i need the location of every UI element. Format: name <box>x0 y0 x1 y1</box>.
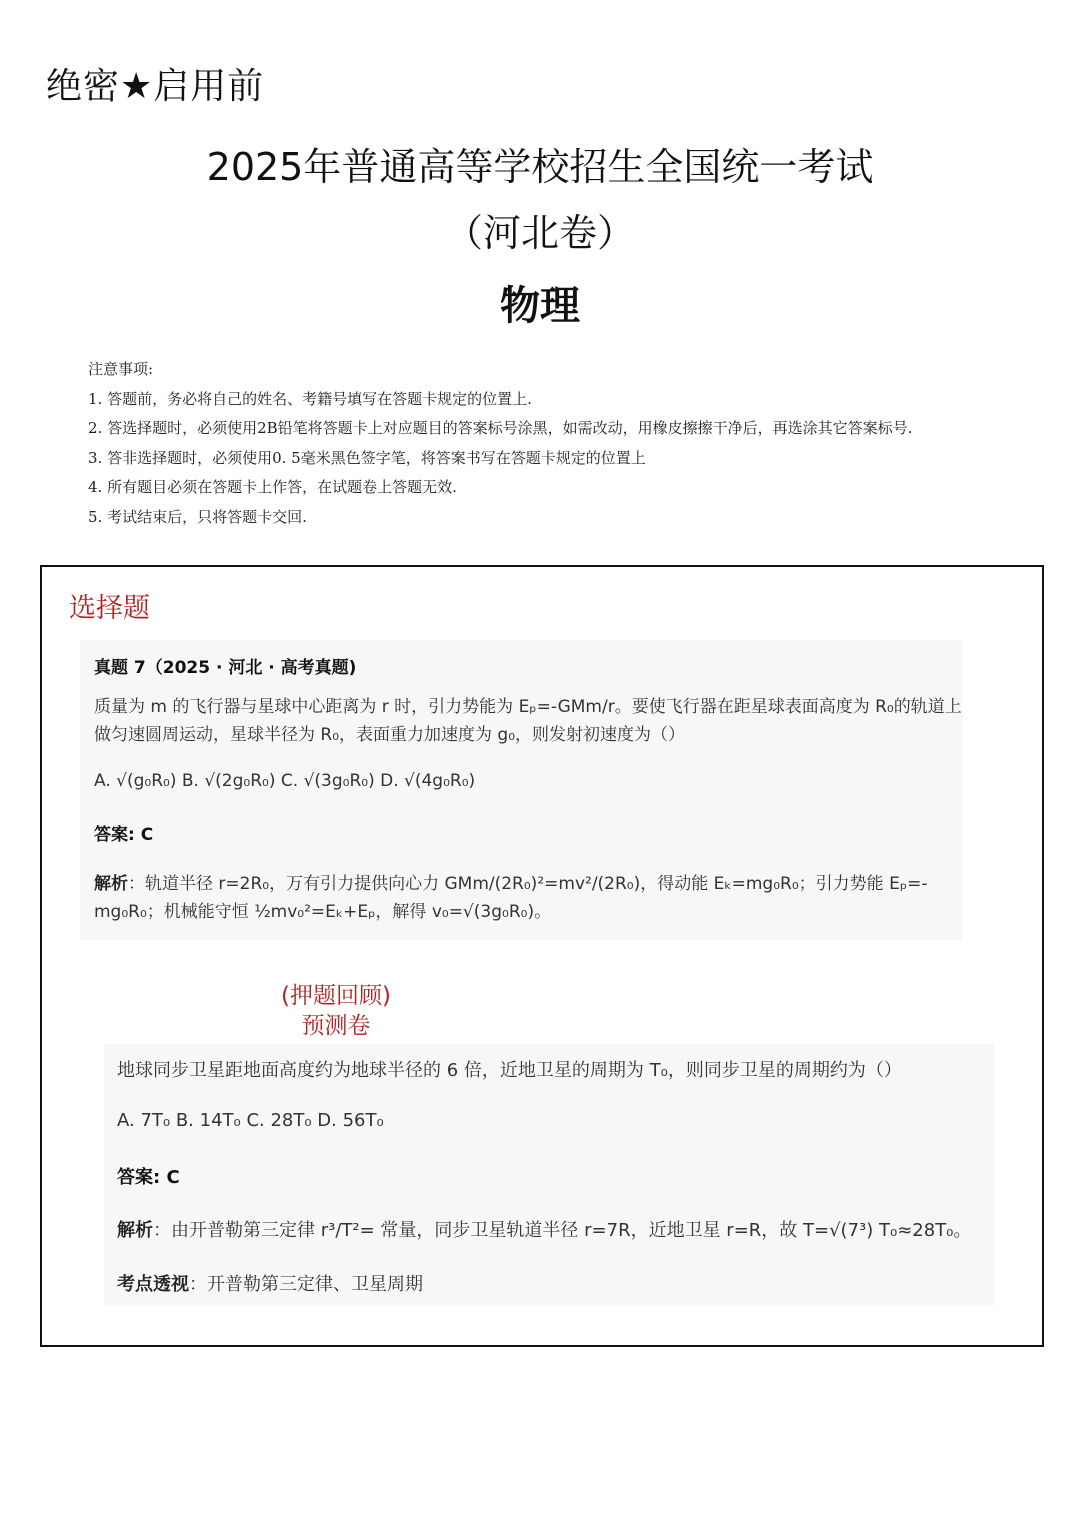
notice-item: 5. 考试结束后，只将答题卡交回. <box>88 507 307 526</box>
secret-mark: 绝密★启用前 <box>46 66 265 107</box>
prediction-sublabel: 预测卷 <box>301 1013 371 1039</box>
answer-value: C <box>166 1167 180 1188</box>
real-question-answer <box>94 820 153 845</box>
paper-name: （河北卷） <box>444 211 635 255</box>
answer-value: C <box>140 825 154 845</box>
explanation-text: ：由开普勒第三定律 r³/T²= 常量，同步卫星轨道半径 r=7R，近地卫星 r=R，故 T=√(7³) T₀≈28T₀。 <box>153 1220 972 1241</box>
section-title: 选择题 <box>69 593 150 624</box>
real-question-explanation <box>94 870 934 926</box>
answer-label: 答案: <box>94 825 135 845</box>
keypoint-text: ：开普勒第三定律、卫星周期 <box>189 1274 423 1295</box>
prediction-answer <box>117 1163 180 1189</box>
explanation-label: 解析 <box>117 1220 153 1241</box>
prediction-explanation <box>117 1216 971 1242</box>
real-question-heading: 真题 7（2025 · 河北 · 高考真题) <box>94 658 357 678</box>
explanation-label: 解析 <box>94 874 128 894</box>
notice-heading: 注意事项: <box>88 360 154 378</box>
keypoint-label: 考点透视 <box>117 1274 189 1295</box>
answer-label: 答案: <box>117 1167 161 1188</box>
prediction-card <box>104 1044 994 1306</box>
real-question-options: A. √(g₀R₀) B. √(2g₀R₀) C. √(3g₀R₀) D. √(4g₀R₀) <box>94 771 476 791</box>
notice-item: 3. 答非选择题时，必须使用0. 5毫米黑色签字笔，将答案书写在答题卡规定的位置上 <box>88 448 646 467</box>
prediction-stem: 地球同步卫星距地面高度约为地球半径的 6 倍，近地卫星的周期为 T₀，则同步卫星的周期约为（） <box>117 1060 902 1081</box>
exam-title: 2025年普通高等学校招生全国统一考试 <box>206 145 874 189</box>
explanation-text: ：轨道半径 r=2R₀，万有引力提供向心力 GMm/(2R₀)²=mv²/(2R₀)，得动能 Eₖ=mg₀R₀；引力势能 Eₚ=-mg₀R₀；机械能守恒 ½mv₀²=Eₖ+Eₚ，解得 v₀=√(3g₀R₀)。 <box>94 874 928 922</box>
notice-item: 4. 所有题目必须在答题卡上作答，在试题卷上答题无效. <box>88 478 457 496</box>
prediction-options: A. 7T₀ B. 14T₀ C. 28T₀ D. 56T₀ <box>117 1110 384 1131</box>
notice-item: 1. 答题前，务必将自己的姓名、考籍号填写在答题卡规定的位置上. <box>88 389 532 408</box>
real-question-stem: 质量为 m 的飞行器与星球中心距离为 r 时，引力势能为 Eₚ=-GMm/r。要使飞行器在距星球表面高度为 R₀的轨道上做匀速圆周运动，星球半径为 R₀，表面重力加速度为 g₀，则发射初速度为（） <box>94 697 962 745</box>
notice-block <box>88 355 912 532</box>
notice-item: 2. 答选择题时，必须使用2B铅笔将答题卡上对应题目的答案标号涂黑，如需改动，用橡皮擦擦干净后，再选涂其它答案标号. <box>88 419 913 437</box>
prediction-label: (押题回顾) <box>281 983 391 1009</box>
subject-title: 物理 <box>500 283 580 329</box>
prediction-keypoint <box>117 1270 423 1296</box>
